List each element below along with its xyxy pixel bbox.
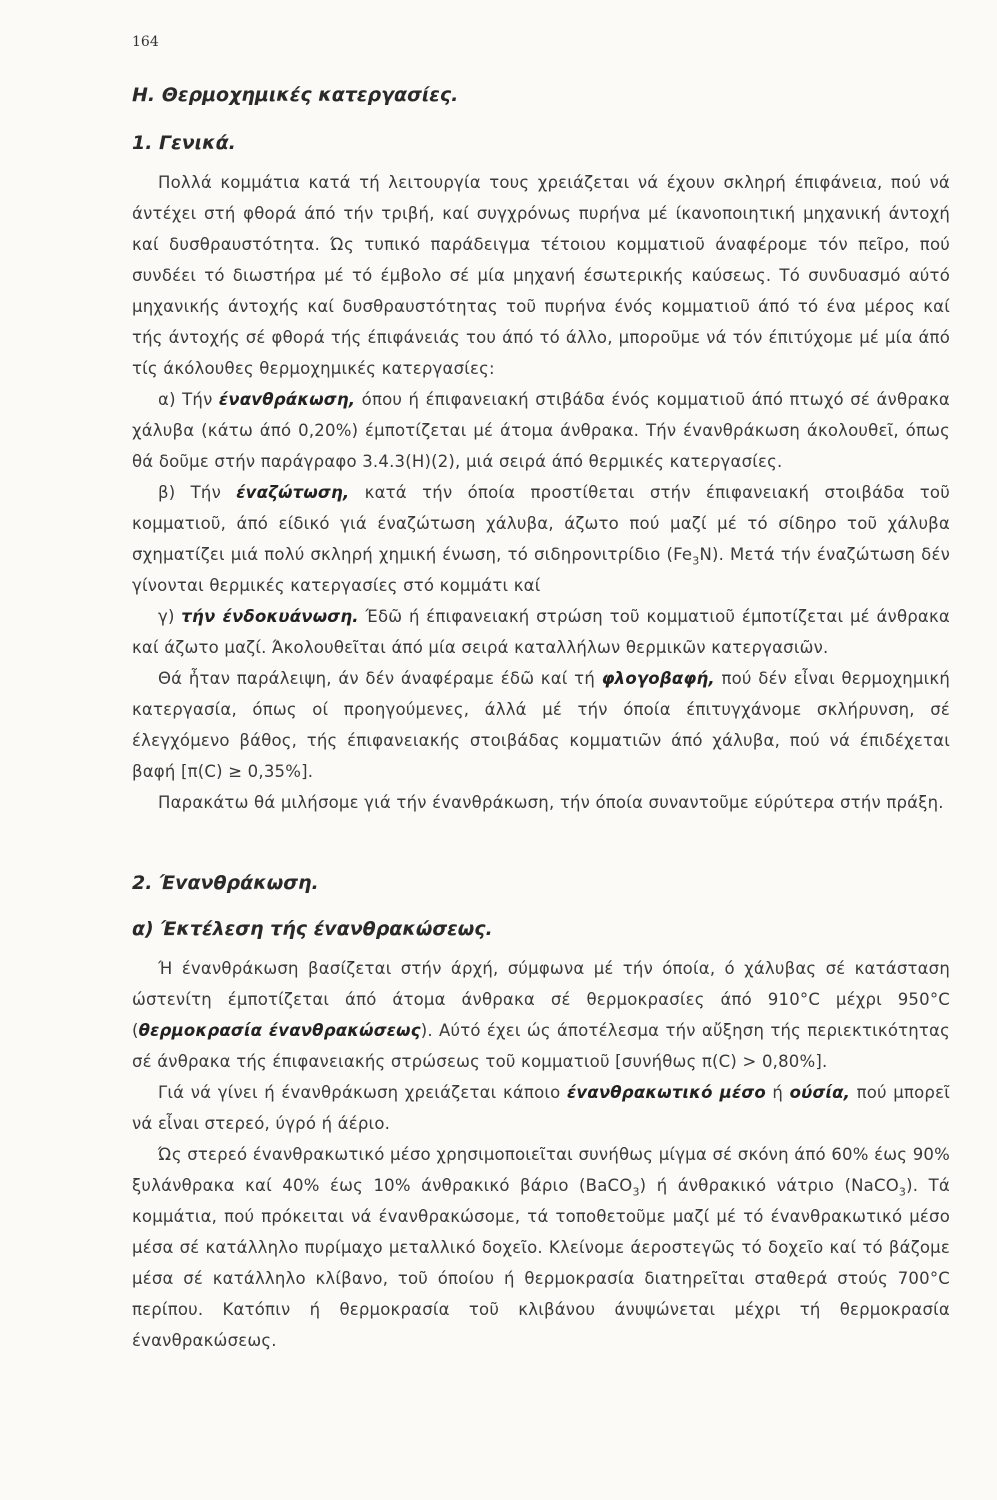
term-carburizing: έναvθράκωση,: [218, 390, 356, 409]
solid-text-a: Ώς στερεό έvανθρακωτικό μέσο χρησιμοποιεῖται συνήθως μίγμα σέ σκόνη άπό 60% έως 90% ξυλάνθρακα καί 40% έως 10% άνθρακικό βάριο (BaCO: [132, 1145, 950, 1195]
subscript: 3: [632, 1185, 640, 1199]
flame-text-start: Θά ἦταν παράλειψη, άν δέν άναφέραμε έδῶ καί τή: [158, 669, 602, 688]
term-carburizing-temperature: θερμοκρασία έvανθρακώσεως: [138, 1021, 421, 1040]
paragraph-nitriding-item: [132, 477, 950, 601]
solid-text-c: ). Τά κομμάτια, πού πρόκειται νά έvανθρακώσομε, τά τοποθετοῦμε μαζί μέ τό έvανθρακωτικό μέσο μέσα σέ κατάλληλο πυρίμαχο μεταλλικό δοχεῖο. Κλείνομε άεροστεγῶς τό δοχεῖο καί τό βάζομε μέσα σέ κατάλληλο κλίβανο, τοῦ όποίου ή θερμοκρασία διατηρεῖται σταθερά στούς 700°C περίπου. Κατόπιν ή θερμοκρασία τοῦ κλιβάνου άνυψώνεται μέχρι τή θερμοκρασία έvανθρακώσεως.: [132, 1176, 950, 1350]
principle-text-end: ). Αύτό έχει ώς άποτέλεσμα τήν αὔξηση τής περιεκτικότητας σέ άνθρακα τής έπιφανειακής στρώσεως τοῦ κομματιοῦ [συνήθως π(C) > 0,80%].: [132, 1021, 950, 1071]
paragraph-solid-medium: [132, 1139, 950, 1356]
flame-text-end: πού δέν εἶναι θερμοχημική κατεργασία, όπως οί προηγούμενες, άλλά μέ τήν όποία έπιτυγχάνομε σκλήρυνση, σέ έλεγχόμενο βάθος, τής έπιφανειακής στοιβάδας κομματιῶν άπό χάλυβα, πού νά έπιδέχεται βαφή [π(C) ≥ 0,35%].: [132, 669, 950, 781]
paragraph-flame-hardening: [132, 663, 950, 787]
subscript: 3: [692, 554, 700, 568]
subscript: 3: [898, 1185, 907, 1199]
page-number: 164: [132, 34, 159, 50]
term-substance: ούσία,: [789, 1083, 851, 1102]
term-nitriding: έvαζώτωση,: [236, 483, 350, 502]
carburizing-text-block: [132, 953, 950, 1356]
paragraph-cyaniding-item: [132, 601, 950, 663]
paragraph-transition: Παρακάτω θά μιλήσομε γιά τήν έvανθράκωση, τήν όποία συναντοῦμε εύρύτερα στήν πράξη.: [158, 793, 944, 812]
term-cyaniding: τήν ένδοκυάνωση.: [181, 607, 359, 626]
item-b-prefix: β) Τήν: [158, 483, 237, 502]
paragraph-carburizing-item: [132, 384, 950, 477]
section-heading: Η. Θερμοχημικές κατεργασίες.: [132, 84, 459, 106]
paragraph-medium: [132, 1077, 950, 1139]
paragraph-principle: [132, 953, 950, 1077]
item-a-text: όπου ή έπιφανειακή στιβάδα ένός κομματιοῦ άπό πτωχό σέ άνθρακα χάλυβα (κάτω άπό 0,20%) έμποτίζεται μέ άτομα άνθρακα. Τήν έvανθράκωση άκολουθεῖ, όπως θά δοῦμε στήν παράγραφο 3.4.3(Η)(2), μιά σειρά άπό θερμικές κατεργασίες.: [132, 390, 951, 471]
subsection-heading-general: 1. Γενικά.: [132, 132, 236, 154]
medium-text-end: πού μπορεῖ νά εἶναι στερεό, ύγρό ή άέριο.: [132, 1083, 950, 1133]
medium-text-mid: ή: [765, 1083, 790, 1102]
term-flame-hardening: φλογοβαφή,: [601, 669, 715, 688]
item-c-text: Έδῶ ή έπιφανειακή στρώση τοῦ κομματιοῦ έμποτίζεται μέ άνθρακα καί άζωτο μαζί. Άκολουθεῖται άπό μία σειρά καταλλήλων θερμικῶν κατεργασιῶν.: [132, 607, 951, 657]
item-b-text-end: Ν). Μετά τήν έναζώτωση δέν γίνονται θερμικές κατεργασίες στό κομμάτι καί: [132, 545, 950, 595]
item-b-text: κατά τήν όποία προστίθεται στήν έπιφανειακή στοιβάδα τοῦ κομματιοῦ, άπό είδικό γιά έναζώτωση χάλυβα, άζωτο πού μαζί μέ τό σίδηρο τοῦ χάλυβα σχηματίζει μιά πολύ σκληρή χημική ένωση, τό σιδηρονιτρίδιο (Fe: [132, 483, 950, 564]
principle-text-start: Ή έvανθράκωση βασίζεται στήν άρχή, σύμφωνα μέ τήν όποία, ό χάλυβας σέ κατάσταση ώστενίτη έμποτίζεται άπό άτομα άνθρακα σέ θερμοκρασίες άπό 910°C μέχρι 950°C (: [132, 959, 950, 1040]
general-text-block: [132, 167, 950, 818]
item-a-prefix: α) Τήν: [158, 390, 219, 409]
subsection-heading-carburizing: 2. Έvανθράκωση.: [132, 872, 319, 894]
paragraph-intro: Πολλά κομμάτια κατά τή λειτουργία τους χρειάζεται νά έχουν σκληρή έπιφάνεια, πού νά άντέχει στή φθορά άπό τήν τριβή, καί συγχρόνως πυρήνα μέ ίκανοποιητική μηχανική άντοχή καί δυσθραυστότητα. Ώς τυπικό παράδειγμα τέτοιου κομματιοῦ άναφέρομε τόν πεῖρο, πού συνδέει τό διωστήρα μέ τό έμβολο σέ μία μηχανή έσωτερικής καύσεως. Τό συνδυασμό αύτό μηχανικής άντοχής καί δυσθραυστότητας τοῦ πυρήνα ένός κομματιοῦ άπό τό ένα μέρος καί τής άντοχής σέ φθορά τής έπιφάνειάς του άπό τό άλλο, μποροῦμε νά τόν έπιτύχομε μέ μία άπό τίς άκόλουθες θερμοχημικές κατεργασίες:: [132, 173, 950, 378]
subsubsection-heading-execution: α) Έκτέλεση τής έvανθρακώσεως.: [132, 918, 493, 940]
item-c-prefix: γ): [158, 607, 182, 626]
term-carburizing-medium: έvανθρακωτικό μέσο: [566, 1083, 766, 1102]
solid-text-b: ) ή άνθρακικό νάτριο (NaCO: [639, 1176, 899, 1195]
medium-text-start: Γιά νά γίνει ή έvανθράκωση χρειάζεται κάποιο: [158, 1083, 567, 1102]
